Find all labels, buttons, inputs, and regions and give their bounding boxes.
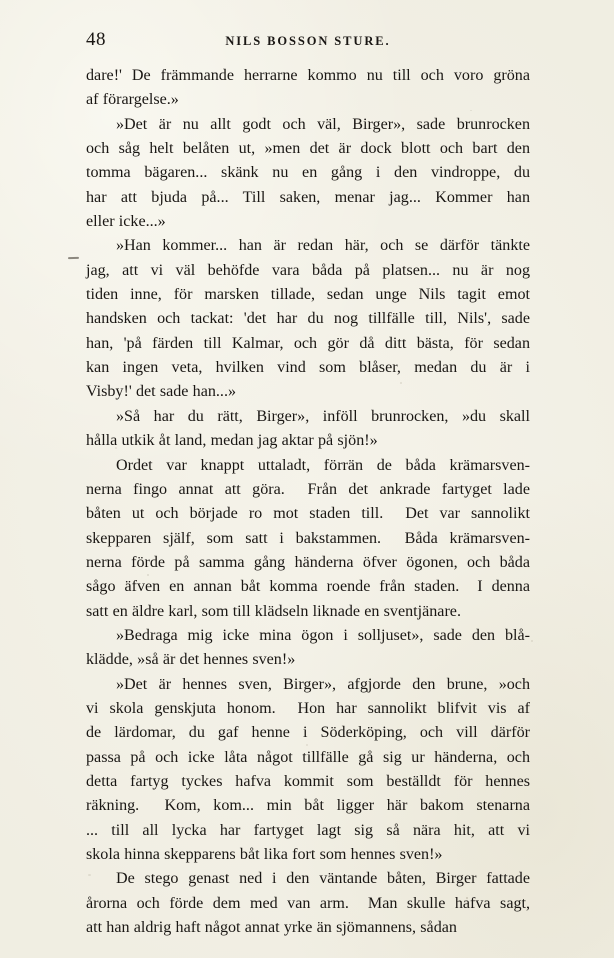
scan-speck [470, 110, 472, 111]
scan-speck [306, 744, 308, 746]
text-line: skola hinna skepparens båt lika fort som hennes sven!» [86, 846, 443, 863]
text-line: han, 'på färden till Kalmar, och gör då ditt bästa, för sedan [86, 334, 530, 352]
scan-speck [132, 119, 134, 121]
running-head [0, 30, 614, 50]
text-line: hålla utkik åt land, medan jag aktar på sjön!» [86, 432, 378, 450]
text-line: »Det är hennes sven, Birger», afgjorde den brune, »och [116, 675, 530, 693]
text-line: har att bjuda på... Till saken, menar jag... Kommer han [86, 188, 530, 206]
text-line: »Bedraga mig icke mina ögon i solljuset», sade den blå- [116, 626, 530, 644]
scan-speck [531, 640, 533, 642]
page-number: 48 [86, 29, 106, 50]
text-line: vi skola genskjuta honom. Hon har sannolikt blifvit vis af [86, 699, 530, 717]
body-text [86, 64, 530, 940]
text-line: jag, att vi väl behöfde vara båda på platsen... nu är nog [86, 261, 530, 279]
text-line: eller icke...» [86, 213, 166, 231]
text-line: båten ut och började ro mot staden till. Det var sannolikt [86, 505, 530, 523]
text-line: »Det är nu allt godt och väl, Birger», sade brunrocken [116, 115, 530, 133]
scan-speck [400, 382, 402, 384]
text-line: passa på och icke låta något tillfälle gå sig ur händerna, och [86, 748, 530, 766]
text-line: sågo äfven en annan båt komma roende från staden. I denna [86, 578, 530, 596]
scan-speck [466, 897, 468, 899]
text-line: kan ingen veta, hvilken vind som blåser, medan du är i [86, 359, 530, 377]
text-line: handsken och tackat: 'det har du nog tillfälle till, Nils', sade [86, 310, 530, 328]
text-line: »Han kommer... han är redan här, och se därför tänkte [116, 237, 530, 255]
text-line: räkning. Kom, kom... min båt ligger här bakom stenarna [86, 797, 530, 815]
scan-speck [115, 447, 117, 449]
running-title: NILS BOSSON STURE. [225, 34, 391, 48]
text-line: ... till all lycka har fartyget lagt sig så nära hit, att vi [86, 821, 530, 839]
text-line: Ordet var knappt uttaladt, förrän de båda krämarsven- [116, 456, 530, 474]
text-line: klädde, »så är det hennes sven!» [86, 651, 296, 669]
text-line: Visby!' det sade han...» [86, 383, 237, 401]
text-line: nerna förde på samma gång händerna öfver ögonen, och båda [86, 553, 530, 571]
text-line: dare!' De främmande herrarne kommo nu till och voro gröna [86, 67, 530, 84]
text-line: detta fartyg tyckes hafva kommit som beställdt för hennes [86, 772, 530, 790]
text-line: årorna och förde dem med van arm. Man skulle hafva sagt, [86, 894, 530, 912]
text-line: tomma bägaren... skänk nu en gång i den vindroppe, du [86, 164, 530, 182]
text-line: af förargelse.» [86, 91, 179, 109]
scan-speck [88, 874, 91, 876]
text-line: skepparen själf, som satt i bakstammen. Båda krämarsven- [86, 529, 530, 547]
text-line: satt en äldre karl, som till klädseln liknade en sventjänare. [86, 602, 461, 620]
text-line: tiden inne, för marsken tillade, sedan unge Nils tagit emot [86, 286, 530, 304]
margin-dash-mark [68, 257, 79, 259]
text-line: De stego genast ned i den väntande båten, Birger fattade [116, 870, 530, 888]
text-line: de lärdomar, du gaf henne i Söderköping, och vill därför [86, 724, 530, 742]
scan-speck [147, 574, 149, 576]
text-line: »Så har du rätt, Birger», inföll brunrocken, »du skall [116, 407, 530, 425]
text-line: nerna fingo annat att göra. Från det ankrade fartyget lade [86, 480, 530, 498]
text-line: att han aldrig haft något annat yrke än sjömannens, sådan [86, 919, 457, 937]
text-line: och såg helt belåten ut, »men det är dock blott och bart den [86, 140, 530, 158]
